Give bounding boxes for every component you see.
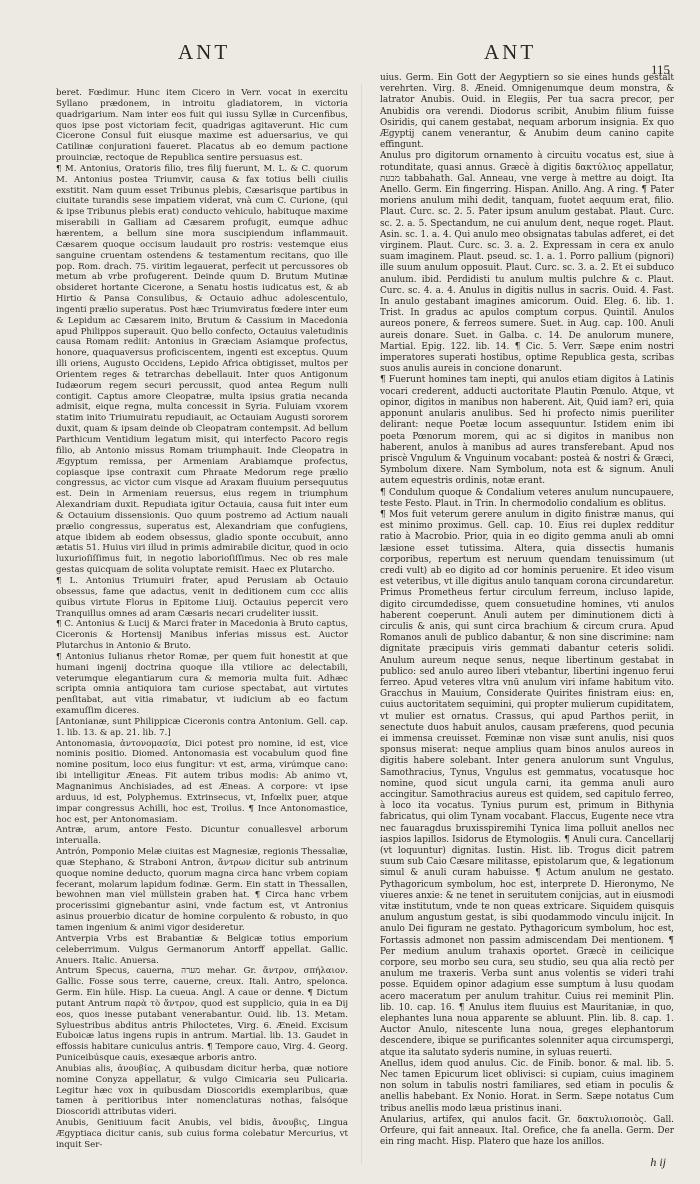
entry-paragraph: [Antonianæ, sunt Philippicæ Ciceronis contra Antonium. Gell. cap. 1. lib. 13. & ap. 21. lib. 7.] <box>56 716 348 738</box>
left-column <box>56 88 348 1151</box>
entry-paragraph: Antræ, arum, antore Festo. Dicuntur conuallesvel arborum interualla. <box>56 825 348 847</box>
entry-paragraph: ¶ L. Antonius Triumuiri frater, apud Perusiam ab Octauio obsessus, fame que adactus, venit in deditionem cum ccc aliis quibus virtute Florus in Epitome Liuij. Octauius pepercit vero Tranquillus omnes ad aram Cæsaris necari crudeliter iussit. <box>56 575 348 619</box>
entry-paragraph: uius. Germ. Ein Gott der Aegyptiern so sie eines hunds gestalt verehrten. Virg. 8. Æneid. Omnigenumque deum monstra, & latrator Anubis. Ouid. in Elegiis, Per tua sacra precor, per Anubidis ora verendi. Diodorus scribit, Anubim filium fuisse Osiridis, qui canem gestabat, nequam arborum insignia. Ex quo Ægyptij canem venerantur, & Anubim deum canino capite effingunt. <box>380 73 674 151</box>
right-column <box>380 73 674 1149</box>
entry-paragraph: ¶ Condulum quoque & Condalium veteres anulum nuncupauere, teste Festo. Plaut. in Trin. In chermodolio condalium es oblitus. <box>380 487 674 509</box>
entry-paragraph: Anulus pro digitorum ornamento à circuitu vocatus est, siue à rotunditate, quasi annus. Græcè à digitis δακτύλιος appellatur, מבעת tabbahath. Gal. Anneau, vne verge à mettre au doigt. Ita Anello. Germ. Ein fingerring. Hispan. Anillo. Ang. A ring. ¶ Pater moriens anulum mihi dedit, tanquam, fuotet aequum erat, filio. Plaut. Curc. sc. 2. 5. Pater ipsum anulum gestabat. Plaut. Curc. sc. 2. a. 5. Spectandum, ne cui anulum dent, neque roget. Plaut. Asin. sc. 1. a. 4. Qui anulo meo obsignatas tabulas adferet, ei det virginem. Plaut. Curc. sc. 3. a. 2. Expressam in cera ex anulo suam imaginem. Plaut. pseud. sc. 1. a. 1. Porro pallium (pignori) ille suum anulum opposuit. Plaut. Curc. sc. 3. a. 2. Et ei subduco anulum. ibid. Perdidisti tu anulum multis pulchre & c. Plaut. Curc. sc. 4. a. 4. Anulus in digitis nullus in sacris. Ouid. 4. Fast. In anulo gestabant imagines amicorum. Ouid. Eleg. 6. lib. 1. Trist. In gradus ac apulos comptum corpus. Quintil. Anulos aureos ponere, & ferreos sumere. Suet. in Aug. cap. 100. Anuli aureis donare. Suet. in Galba. c. 14. De anulorum munere, Martial. Epig. 122. lib. 14. ¶ Cic. 5. Verr. Sæpe enim nostri imperatores superati hostibus, optime Republica gesta, scribas suos anulis aureis in concione donarunt. <box>380 151 674 375</box>
running-head-right: ANT <box>484 40 537 64</box>
entry-paragraph: Anularius, artifex, qui anulos facit. Gr. δακτυλιοποιὸς. Gall. Orfeure, qui fait anneaux. Ital. Orefice, che fa anella. Germ. Der ein ring macht. Hisp. Platero que haze los anillos. <box>380 1114 674 1148</box>
page-number: 115 <box>650 62 670 77</box>
entry-paragraph: Antonomasia, ἀντονομασία, Dici potest pro nomine, id est, vice nominis positio. Diomed. Antonomasia est vocabulum quod fine nomine positum, loco eius fungitur: vt est, arma, virúmque cano: ibi intelligitur Æneas. Fit autem tribus modis: Ab animo vt, Magnanimus Anchisiades, ad est Æneas. A corpore: vt ipse arduus, id est, Polyphemus. Extrinsecus, vt, Infœlix puer, atque impar congressus Achilli, hoc est, Troilus. ¶ Ince Antonomastice, hoc est, per Antonomasiam. <box>56 738 348 825</box>
entry-paragraph: Antrón, Pomponio Melæ ciuitas est Magnesiæ, regionis Thessaliæ, quæ Stephano, & Straboni Antron, ἄντρων dicitur sub antrinum quoque nomine deducto, quorum magna circa hanc vrbem copiam fecerant, molarum lapidum fodinæ. Germ. Ein statt in Thessallen, bewohnen man viel müllstein graben hat. ¶ Circa hanc vrbem procerissimi gignebantur asini, vnde factum est, vt Antronius asinus prouerbio dicatur de homine corpulento & robusto, in quo tamen ingenium & animi vigor desideretur. <box>56 847 348 933</box>
entry-paragraph: Antrum Specus, cauerna, מערה mehar. Gr. ἄντρον, σπήλαιον. Gallic. Fosse sous terre, cauerne, creux. Itali. Antro, spelonca. Germ. Ein hüle. Hisp. La cueua. Angl. A caue or denne. ¶ Dictum putant Antrum παρὰ τὸ ἄντρον, quod est supplicio, quia in ea Dij eos, quos inesse putabant venerabantur. Ouid. lib. 13. Metam. Syluestribus abditus antris Philoctetes, Virg. 6. Æneid. Excisum Euboicæ latus ingens rupis in antrum. Martial. lib. 13. Gaudet in effossis habitare cuniculus antris. ¶ Tempore cauo, Virg. 4. Georg. Puniceibúsque cauis, exesæque arboris antro. <box>56 966 348 1064</box>
entry-paragraph: ¶ C. Antonius & Lucij & Marci frater in Macedonia à Bruto captus, Ciceronis & Hortensij Manibus inferias missus est. Auctor Plutarchus in Antonio & Bruto. <box>56 619 348 652</box>
entry-paragraph: ¶ Fuerunt homines tam inepti, qui anulos etiam digitos à Latinis vocari crederent, adducti auctoritate Plautin Pœnulo. Atque, vt opinor, digitos in manibus non haberent. Ait, Quid iam? eri, quia apponunt anularis anulibus. Sed hi profecto nimis pueriliter delirant: neque Poetæ locum assequuntur. Istidem enim ibi poeta Pœnorum morem, qui ac si digitos in manibus non haberent, anulos à manibus ad aures transferebant. Apud nos priscè Vngulum & Vnguinum vocabant: posteà & nostri & Græci, Symbolum dixere. Nam Symbolum, nota est & signum. Anuli autem equestris ordinis, notæ erant. <box>380 375 674 487</box>
entry-paragraph: Anubis, Genitiuum facit Anubis, vel bidis, ἄνουβις, Lingua Ægyptiaca dicitur canis, sub cuius forma colebatur Mercurius, vt inquit Ser- <box>56 1118 348 1150</box>
entry-paragraph: ¶ M. Antonius, Oratoris filio, tres filij fuerunt, M. L. & C. quorum M. Antonius postea Triumvir, causa & fax totius belli ciuilis exstitit. Nam quum esset Tribunus plebis, Cæsarisque partibus in ciuitate turandis sese impatiem viderat, vnà cum C. Curione, (qui & ipse Tribunus plebis erat) conducto vehiculo, habituque maxime miserabili in Galliam ad Cæsarem profugit, eumque adhuc hærentem, a bellum sine mora suscipiendum inflammauit. Cæsarem quoque occisum laudauit pro rostris: vestemque eius sanguine cruentam ostendens & testamentum recitans, quo ille pop. Rom. drach. 75. viritim legauerat, perfecit ut percussores ob metum ab vrbe profugerent. Deinde quum D. Brutum Mutinæ obsideret hortante Cicerone, a Senatu hostis iudicatus est, & ab Hirtio & Pansa Consulibus, & Octauio adhuc adolescentulo, ingenti prælio superatus. Post hæc Triumviratus fœdere inter eum & Lepidum ac Cæsarem inito, Brutum & Cassium in Macedonia apud Philippos superauit. Quo bello confecto, Octauius valetudinis causa Romam rediit: Antonius in Græciam Asiamque profectus, honore, quaquaversus proficiscentem, ingenti est exceptus. Quum illi oriens, Augusto Occidens, Lepido Africa obtigisset, multos per Orientem reges & tetrarchas debellauit. Inter quos Antigonum Iudæorum regem securi percussit, quod antea Regum nulli contigit. Captus amore Cleopatræ, multa ipsius gratia necanda admisit, eique regna, multa concessit in Syria. Fuluiam vxorem statim inito Triumuiratu repudiauit, ac Octauiam Augusti sororem duxit, quam & ipsam deinde ob Cleopatram contempsit. Ad bellum Parthicum Ventidium legatum misit, qui interfecto Pacoro regis filio, ab Antonio missus Romam triumphauit. Inde Cleopatra in Ægyptum remissa, per Armeniam Arabiamque profectus, copiasque ipse contraxit cum Phraate Medorum rege prælio congressus, ac victor cum visque ad Araxam fluuium persequutus est. Dein in Armeniam reuersus, eius regem in triumphum Alexandriam duxit. Repudiata igitur Octauia, causa fuit inter eum & Octauium dissensionis. Quo quum postremo ad Actium nauali prælio congressus, superatus est, Alexandriam que confugiens, atque ibidem ab eodem obsessus, gladio sponte occubuit, anno ætatis 51. Huius viri illud in primis admirabile dicitur, quod in ocio luxurioſiſſimus fuit, in negotio laborioſiſſimus. Nec ob res male gestas quicquam de solita voluptate remisit. Haec ex Plutarcho. <box>56 163 348 576</box>
running-head-left: ANT <box>178 40 231 64</box>
entry-paragraph: beret. Fœdimur. Hunc item Cicero in Verr. vocat in exercitu Syllano prædonem, in introitu gladiatorem, in victoria quadrigarium. Nam inter eos fuit qui iussu Syllæ in Curcenfibus, quos ipse post victoriam fecit, quadrigas agitaverunt. Hic cum Cicerone Consul fuit eiusque maxime est aduersarius, ve qui Catilinæ conjurationi faueret. Placatus ab eo demum pactione prouinciæ, rectoque de Republica sentire persuasus est. <box>56 88 348 164</box>
entry-paragraph: Antverpia Vrbs est Brabantiæ & Belgicæ totius emporium celeberrimum. Vulgus Germanorum Antorff appellat. Gallic. Anuers. Italic. Anuersa. <box>56 933 348 966</box>
entry-paragraph: Anellus, idem quod anulus. Cic. de Finib. bonor. & mal. lib. 5. Nec tamen Epicurum licet oblivisci: si cupiam, cuius imaginem non solum in tabulis nostri familiares, sed etiam in poculis & anellis habebant. Ex Nonio. Horat. in Serm. Sæpe notatus Cum tribus anellis modo læua pristinus inani. <box>380 1058 674 1114</box>
signature-mark: h ij <box>650 1155 666 1169</box>
entry-paragraph: ¶ Antonius Iulianus rhetor Romæ, per quem fuit honestit at que humani ingenij doctrina quoque illa vtiliore ac delectabili, veterumque elegantiarum cura & memoria multa fuit. Adhæc scripta omnia antiquiora tam curiose spectabat, aut virtutes penſitabat, aut vitia rimabatur, vt iudicium ab eo factum examuſſim diceres. <box>56 651 348 717</box>
entry-paragraph: ¶ Mos fuit veterum gerere anulum in digito finistræ manus, qui est minimo proximus. Gell. cap. 10. Eius rei duplex redditur ratio à Macrobio. Prior, quia in eo digito gemma anuli ab omni læsione esset tutissima. Altera, quia dissectis humanis corporibus, repertum est neruum quendam tenuissimum (ut credi vult) ab eo digito ad cor hominis peruenire. Et ideo visum est veteribus, vt ille digitus anulo tanquam corona circundaretur. Primus Prometheus fertur circulum ferreum, incluso lapide, digito circumdedisse, quem consuetudine homines, vti anulos haberent coeperunt. Anuli autem per diminutionem dicti à circulis & anis, qui sunt circa brachium & circum crura. Apud Romanos anuli de publico dabantur, & non sine discrimine: nam dignitate præcipuis viris gemmati dabantur ceteris solidi. Anulum aureum neque senus, neque libertinum gestabat in publico: sed anulo aureo liberi vtebantur, libertini ingenuo ferui ferreo. Apud veteres vltra vnū anulum viri infame habitum vito. Gracchus in Mauium, Considerate Quirites finistram eius: en, cuius auctoritatem sequimini, qui propter mulierum cupiditatem, vt mulier est ornatus. Crassus, qui apud Parthos periit, in senectute duos habuit anulos, causam præferens, quod pecunia ei immensa creuisset. Fœminæ non visæ sunt anulis, nisi quos sponsus miserat: neque amplius quam binos anulos aureos in digitis habere solebant. Inter genera anulorum sunt Vngulus, Samothracius, Tynus, Vngulus est gemmatus, vocatusque hoc nomine, quod sicut ungula carni, ita gemma anuli auro accingitur. Samothracius aureus est quidem, sed capitulo ferreo, à loco ita vocatus. Tynius purum est, primum in Bithynia fabricatus, qui olim Tynam vocabant. Flaccus, Eugente nece vtra nec fauaragdus bruxisspiremihi Tynica lima polluit anellos nec iaspios lapillos. Isidorus de Etymologiis. ¶ Anuli cura. Cancellarij (vt loquuntur) dignitas. Iustin. Hist. lib. Trogus dicit patrem suum sub Caio Cæsare militasse, epistolarum que, & legationum simul & anuli curam habuisse. ¶ Actum anulum ne gestato. Pythagoricum symbolum, hoc est, interprete D. Hieronymo, Ne viueres anxie: & ne tenet in seruitutem conijcias, aut in eiusmodi vitæ institutum, vnde te non queas extricare. Siquidem quisquis anulum angustum gestat, is sibi quodammodo vinculu inijcit. In anulo Dei figuram ne gestato. Pythagoricum symbolum, hoc est, Fortassis admonet non passim admiscendam Dei mentionem. ¶ Per medium anulum trahaxis oportet. Græcè in ceilicique corpore, seu morbo seu cura, seu studio, seu qua alia rectò per anulum me traxeris. Verba sunt anus volentis se videri trahi posse. Equidem opinor adagium esse sumptum à lusu quodam acero maceratum per anulum trahitur. Cuius rei meminit Plin. lib. 10. cap. 16. ¶ Anulus item fluuius est Mauritaniæ, in quo, elephantes luna noua apparente se abluunt. Plin. lib. 8. cap. 1. Auctor Anulo, nitescente luna noua, greges elephantorum descendere, ibique se purificantes solenniter aqua circumspergi, atque ita salutato syderis numine, in syluas reuerti. <box>380 509 674 1058</box>
column-divider <box>361 84 362 1164</box>
entry-paragraph: Anubias alis, ἀνουβίας, A quibusdam dicitur herba, quæ notiore nomine Conyza appellatur, & vulgo Cimicaria seu Pulicaria. Legitur hæc vox in quibusdam Dioscoridis exemplaribus, quæ tamen à peritioribus inter nomenclaturas nothas, falsóque Dioscoridi attributas videri. <box>56 1063 348 1118</box>
